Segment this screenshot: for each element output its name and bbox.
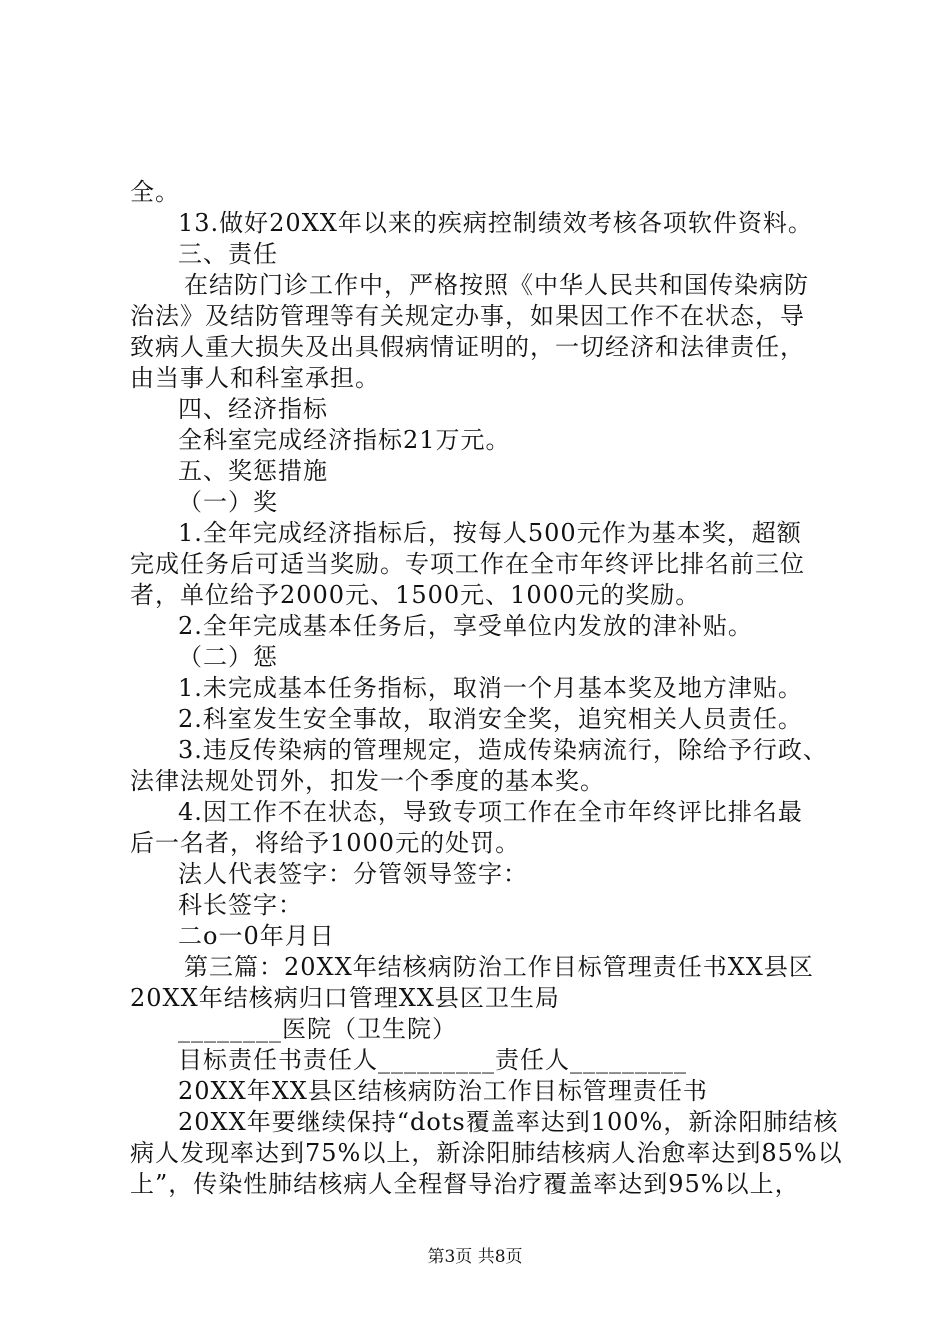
text-line: 2.科室发生安全事故，取消安全奖，追究相关人员责任。: [178, 705, 803, 733]
chapter-title: 第三篇：20XX年结核病防治工作目标管理责任书XX县区: [184, 953, 814, 981]
text-line: 由当事人和科室承担。: [130, 364, 380, 392]
text-line: 3.违反传染病的管理规定，造成传染病流行，除给予行政、: [178, 736, 828, 764]
text-line: 13.做好20XX年以来的疾病控制绩效考核各项软件资料。: [178, 209, 813, 237]
text-line: 后一名者，将给予1000元的处罚。: [130, 829, 521, 857]
text-line: 完成任务后可适当奖励。专项工作在全市年终评比排名前三位: [130, 550, 805, 578]
section-heading: 三、责任: [178, 240, 278, 268]
text-line: 20XX年结核病归口管理XX县区卫生局: [130, 984, 560, 1012]
text-line: 治法》及结防管理等有关规定办事，如果因工作不在状态，导: [130, 302, 805, 330]
text-line: 法律法规处罚外，扣发一个季度的基本奖。: [130, 767, 605, 795]
section-heading: 五、奖惩措施: [178, 457, 328, 485]
text-line: 致病人重大损失及出具假病情证明的，一切经济和法律责任，: [130, 333, 805, 361]
text-line: 2.全年完成基本任务后，享受单位内发放的津补贴。: [178, 612, 753, 640]
signature-line: 科长签字：: [178, 891, 303, 919]
section-heading: 四、经济指标: [178, 395, 328, 423]
signature-line: 法人代表签字：分管领导签字：: [178, 860, 528, 888]
text-line: ________医院（卫生院）: [178, 1015, 457, 1043]
subsection-heading: （二）惩: [178, 643, 278, 671]
text-line: 病人发现率达到75%以上，新涂阳肺结核病人治愈率达到85%以: [130, 1139, 843, 1167]
text-line: 在结防门诊工作中，严格按照《中华人民共和国传染病防: [184, 271, 809, 299]
text-line: 1.未完成基本任务指标，取消一个月基本奖及地方津贴。: [178, 674, 803, 702]
text-line: 目标责任书责任人_________责任人_________: [178, 1046, 687, 1074]
date-line: 二o一0年月日: [178, 922, 335, 950]
text-line: 者，单位给予2000元、1500元、1000元的奖励。: [130, 581, 701, 609]
text-line: 20XX年要继续保持“dots覆盖率达到100%，新涂阳肺结核: [178, 1108, 839, 1136]
document-title: 20XX年XX县区结核病防治工作目标管理责任书: [178, 1077, 708, 1105]
text-line: 全。: [130, 178, 180, 206]
text-line: 4.因工作不在状态，导致专项工作在全市年终评比排名最: [178, 798, 803, 826]
text-line: 1.全年完成经济指标后，按每人500元作为基本奖，超额: [178, 519, 802, 547]
text-line: 上”，传染性肺结核病人全程督导治疗覆盖率达到95%以上，: [130, 1170, 800, 1198]
subsection-heading: （一）奖: [178, 488, 278, 516]
page-footer: 第3页 共8页: [427, 1247, 523, 1267]
text-line: 全科室完成经济指标21万元。: [178, 426, 511, 454]
